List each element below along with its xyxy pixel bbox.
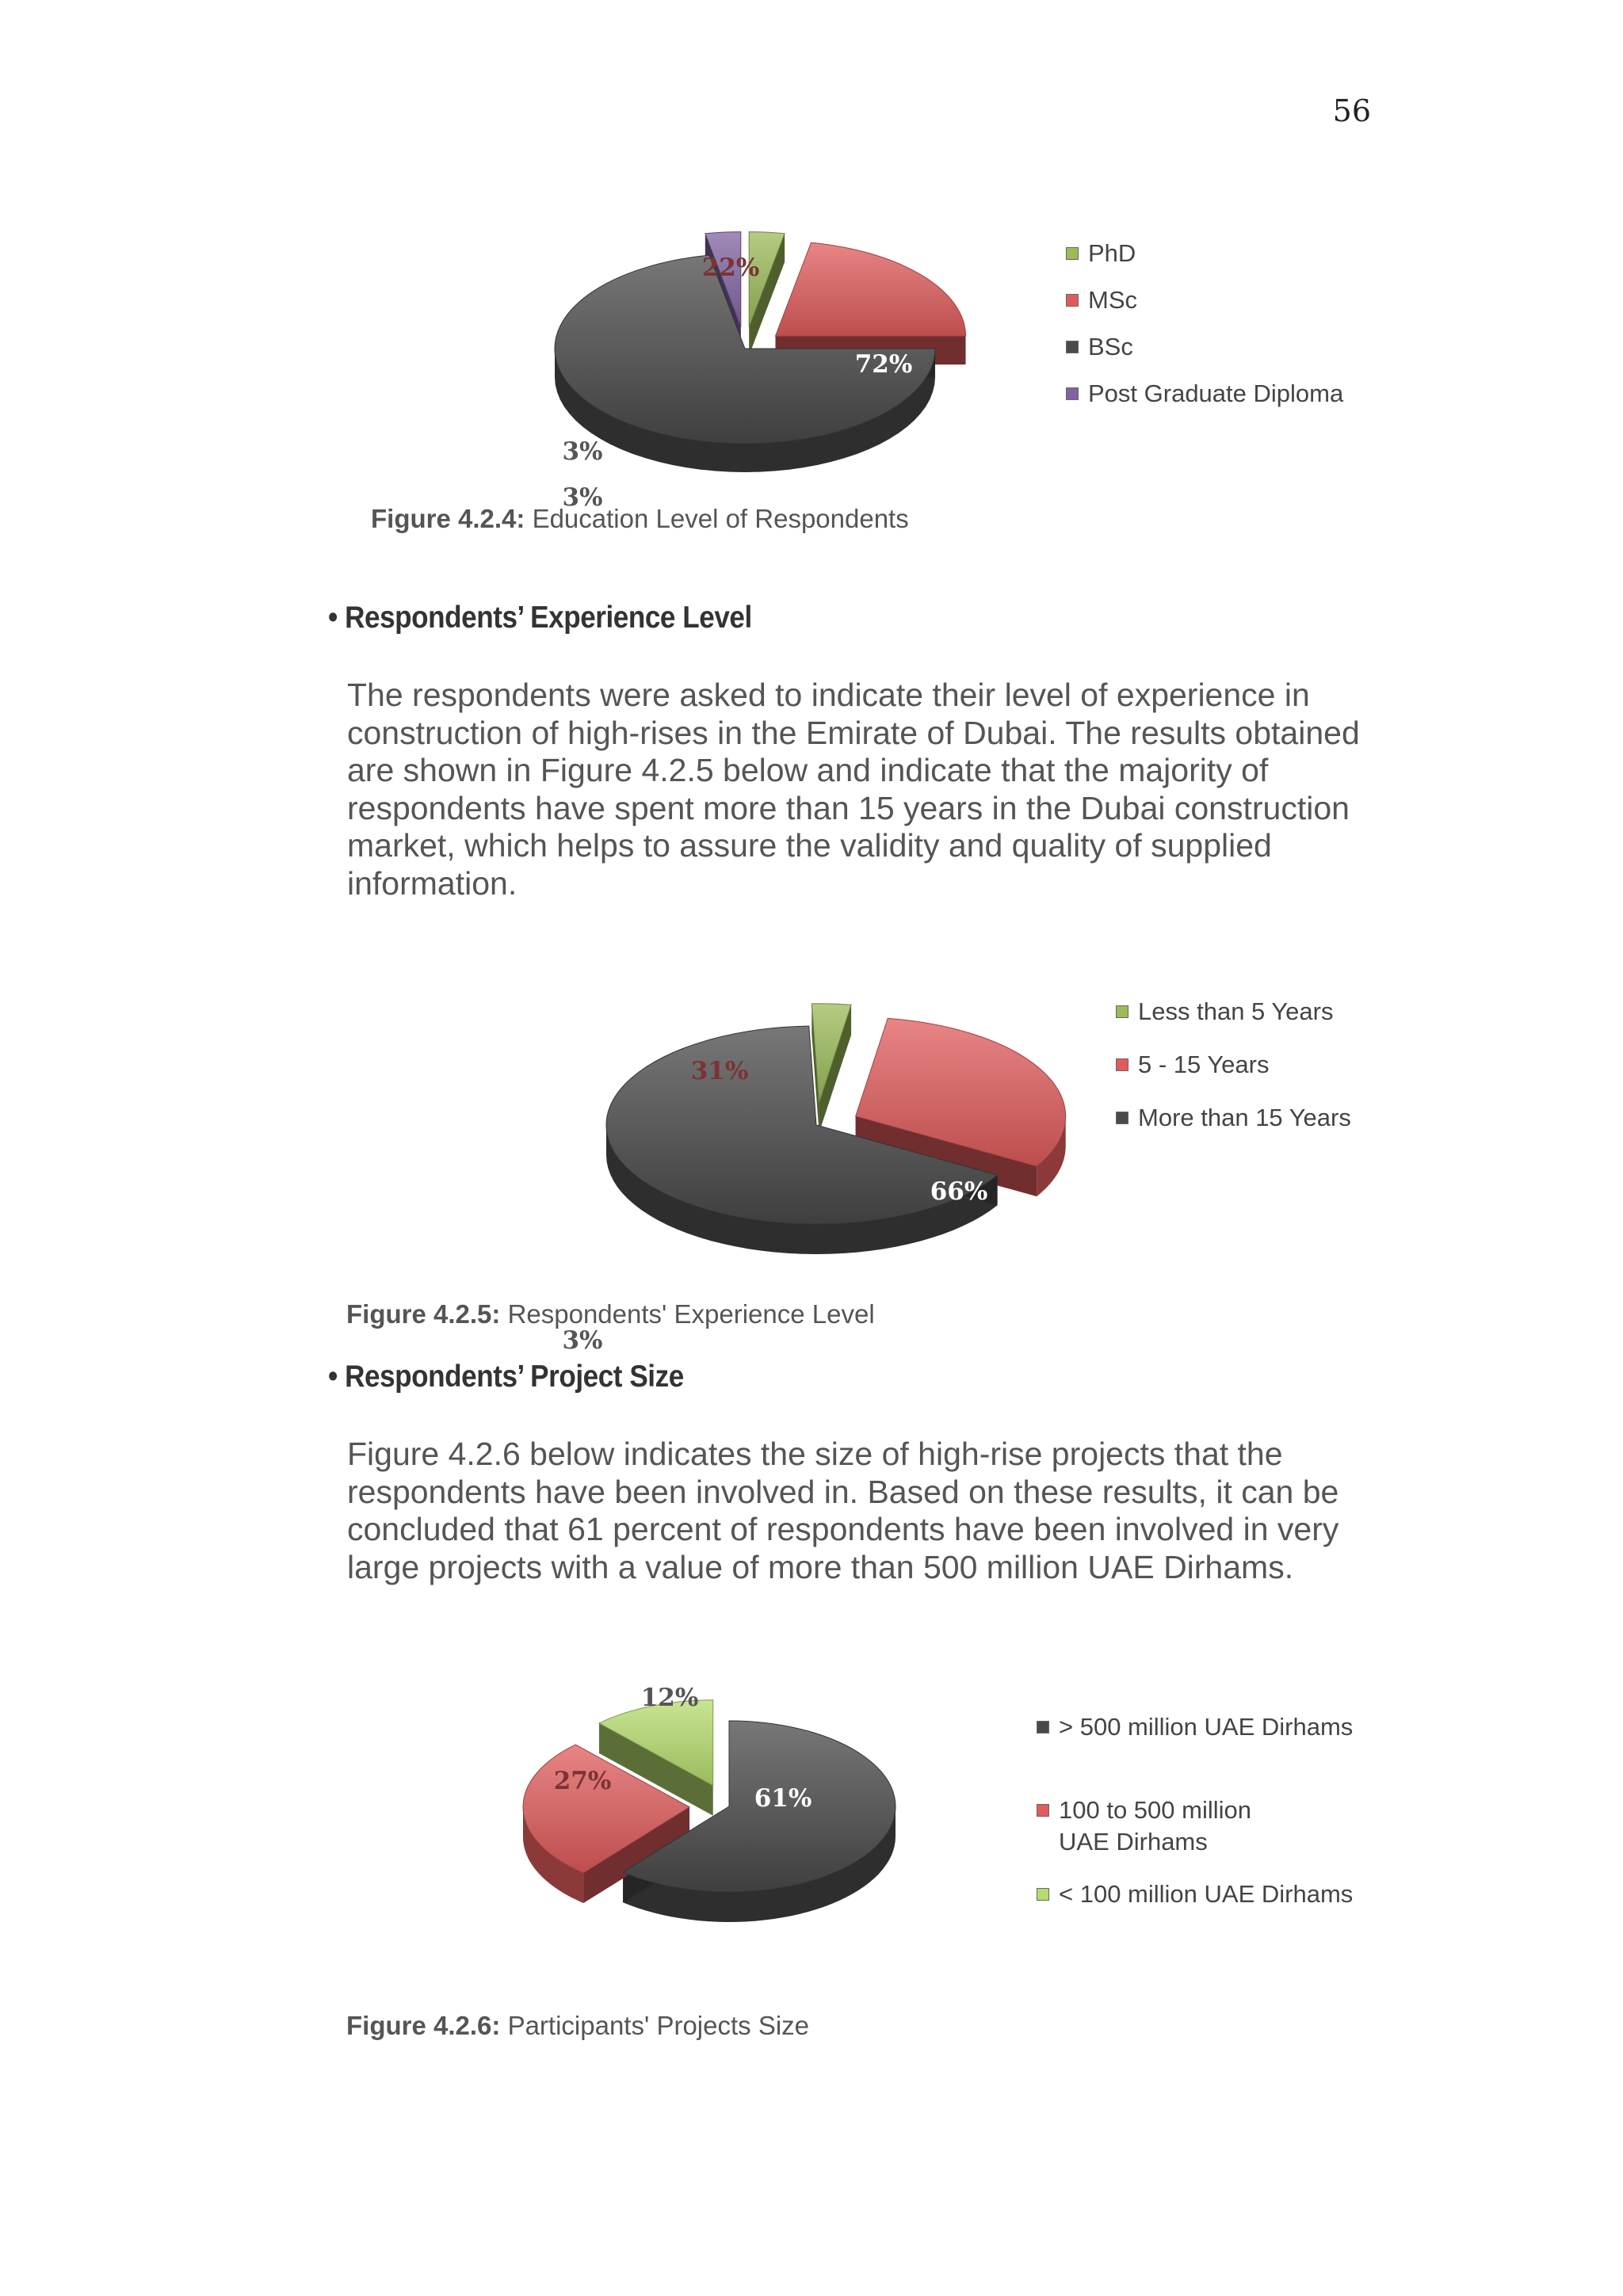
data-label: 3% [562,437,603,466]
education-pie-chart [412,230,999,512]
paragraph-line: information. [347,864,517,902]
caption-label: Figure 4.2.4: [371,504,525,533]
legend-swatch [1037,1804,1049,1817]
legend-swatch [1116,1058,1128,1071]
legend-swatch [1037,1721,1049,1733]
paragraph-line: market, which helps to assure the validity and quality of supplied [347,827,1272,864]
data-label: 27% [553,1767,612,1795]
caption-text: Participants' Projects Size [507,2011,810,2040]
legend-label: Less than 5 Years [1138,997,1334,1025]
paragraph-line: respondents have spent more than 15 years in the Dubai construction [347,789,1350,826]
data-label: 12% [640,1684,699,1712]
figure-caption [346,2011,809,2041]
paragraph-line: large projects with a value of more than 500 million UAE Dirhams. [347,1548,1294,1585]
paragraph-line: concluded that 61 percent of respondents have been involved in very [347,1511,1339,1548]
legend-label: More than 15 Years [1138,1104,1351,1131]
legend-swatch [1116,1112,1128,1124]
education-legend [1066,238,1383,412]
experience-legend [1116,996,1433,1131]
legend-swatch [1116,1005,1128,1018]
legend-label: MSc [1088,286,1137,314]
caption-text: Education Level of Respondents [532,504,909,533]
paragraph-line: are shown in Figure 4.2.5 below and indicate that the majority of [347,752,1269,789]
paragraph-line: respondents have been involved in. Based on these results, it can be [347,1473,1339,1510]
legend-label: 5 - 15 Years [1138,1051,1270,1078]
data-label: 3% [562,483,603,512]
data-label: 3% [562,1326,603,1355]
legend-swatch [1066,247,1079,260]
caption-label: Figure 4.2.5: [346,1299,501,1329]
legend-swatch [1066,294,1079,307]
project-size-pie-chart [491,1680,951,1965]
data-label: 61% [754,1784,812,1813]
paragraph-line: Figure 4.2.6 below indicates the size of high-rise projects that the [347,1436,1283,1472]
paragraph [347,677,1393,903]
legend-swatch [1037,1888,1049,1901]
paragraph-line: construction of high-rises in the Emirate of Dubai. The results obtained [347,714,1360,751]
legend-swatch [1066,387,1079,400]
project-size-legend [1037,1711,1385,1917]
section-heading: • Respondents’ Experience Level [328,601,752,635]
figure-caption [346,1299,875,1329]
legend-label: PhD [1088,239,1136,267]
legend-label: Post Graduate Diploma [1088,379,1344,407]
figure-caption [371,504,909,534]
data-label: 31% [690,1057,749,1085]
paragraph [347,1436,1393,1586]
legend-label: < 100 million UAE Dirhams [1059,1880,1354,1908]
legend-label: > 500 million UAE Dirhams [1059,1713,1354,1741]
legend-label: BSc [1088,333,1133,360]
pie-slice-msc [776,242,966,336]
legend-label: 100 to 500 million UAE Dirhams [1059,1796,1251,1855]
caption-label: Figure 4.2.6: [346,2011,501,2040]
data-label: 72% [854,350,913,379]
page-number: 56 [1332,93,1371,128]
caption-text: Respondents' Experience Level [507,1299,875,1329]
data-label: 22% [701,254,760,282]
paragraph-line: The respondents were asked to indicate their level of experience in [347,677,1310,713]
data-label: 66% [930,1177,988,1206]
section-heading: • Respondents’ Project Size [328,1360,684,1394]
legend-swatch [1066,341,1079,353]
